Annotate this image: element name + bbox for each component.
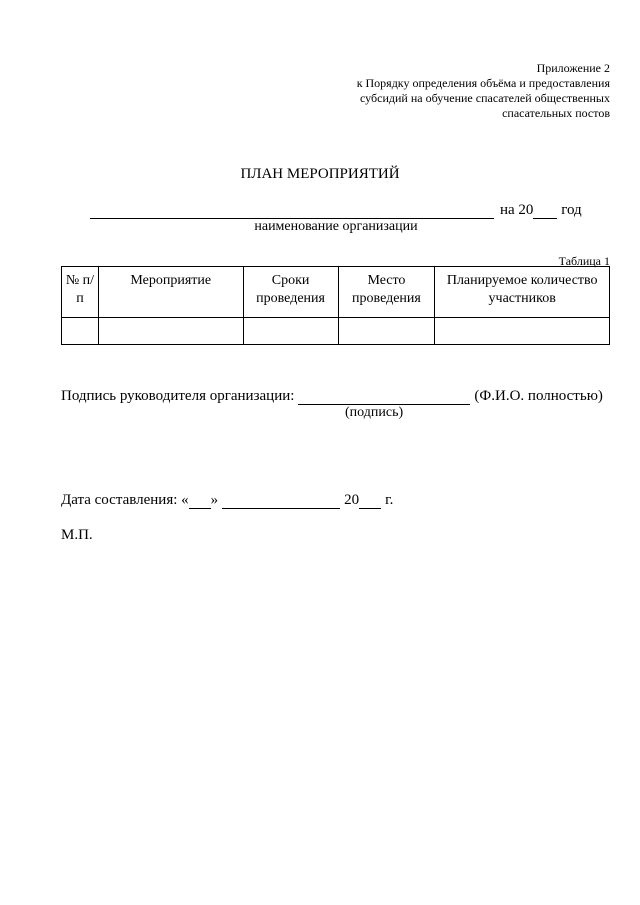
document-title: ПЛАН МЕРОПРИЯТИЙ xyxy=(240,166,400,182)
date-year-suffix: г. xyxy=(385,492,394,508)
stamp-place: М.П. xyxy=(61,527,93,543)
signature-fio: (Ф.И.О. полностью) xyxy=(474,388,603,404)
table-cell[interactable] xyxy=(435,318,610,345)
table-cell[interactable] xyxy=(98,318,243,345)
day-field[interactable] xyxy=(189,494,211,509)
organization-line xyxy=(90,202,582,219)
date-label: Дата составления: « xyxy=(61,492,189,508)
date-line xyxy=(61,492,393,509)
month-field[interactable] xyxy=(222,494,340,509)
organization-caption: наименование организации xyxy=(254,219,418,234)
table-cell[interactable] xyxy=(243,318,338,345)
header-dates: Сроки проведения xyxy=(243,267,338,318)
appendix-line-1: Приложение 2 xyxy=(536,61,610,75)
appendix-line-2: к Порядку определения объёма и предоставления xyxy=(356,76,610,90)
header-participants: Планируемое количество участников xyxy=(435,267,610,318)
appendix-note xyxy=(357,61,610,121)
signature-caption: (подпись) xyxy=(345,405,404,420)
header-place: Место проведения xyxy=(338,267,435,318)
signature-label: Подпись руководителя организации: xyxy=(61,388,295,404)
table-cell[interactable] xyxy=(338,318,435,345)
table-header-row xyxy=(62,267,610,318)
date-year-field[interactable] xyxy=(359,494,381,509)
year-suffix: год xyxy=(561,202,582,218)
year-field[interactable] xyxy=(533,204,557,219)
date-year-prefix: 20 xyxy=(344,492,360,508)
appendix-line-3: субсидий на обучение спасателей общественных xyxy=(360,91,610,105)
organization-name-field[interactable] xyxy=(90,204,494,219)
table-cell[interactable] xyxy=(62,318,99,345)
date-close-quote: » xyxy=(210,492,219,508)
signature-field[interactable] xyxy=(298,390,470,405)
table-caption: Таблица 1 xyxy=(558,254,610,268)
table-row xyxy=(62,318,610,345)
events-plan-table xyxy=(61,266,610,345)
appendix-line-4: спасательных постов xyxy=(502,106,610,120)
header-event: Мероприятие xyxy=(98,267,243,318)
year-prefix: на 20 xyxy=(500,202,534,218)
signature-line xyxy=(61,388,603,405)
header-number: № п/п xyxy=(62,267,99,318)
